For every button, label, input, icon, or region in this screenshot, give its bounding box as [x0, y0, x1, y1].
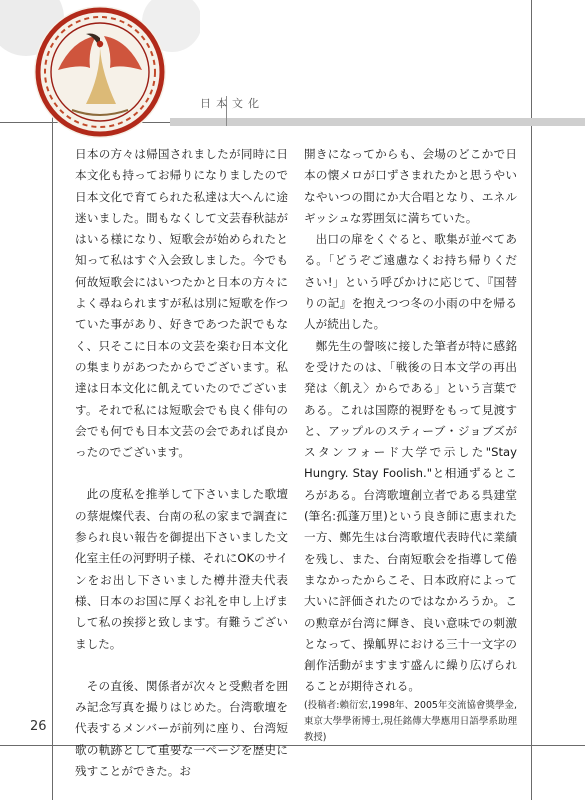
right-text-column [304, 144, 517, 746]
paragraph: その直後、関係者が次々と受勲者を囲み記念写真を撮りはじめた。台湾歌壇を代表するメンバーが前列に座り、台湾短歌の軌跡として重要な一ページを歴史に残すことができた。お [75, 678, 288, 779]
paragraph: 鄭先生の謦咳に接した筆者が特に感銘を受けたのは、「戦後の日本文学の再出発は〈飢え〉からである」という言葉である。これは国際的視野をもって見渡すと、アップルのスティーブ・ジョブズがスタンフォード大学で示した"Stay Hungry. Stay Foolish."と相通ずるところがある。台湾歌壇創立者である呉建堂(筆名:孤蓬万里)という良き師に恵まれた一方、鄭先生は台湾歌壇代表時代に業績を残し、また、台南短歌会を指導して倦まなかったからこそ、日本政府によって大いに評価されたのではなかろうか。この勲章が台湾に輝き、良い意味での刺激となって、操觚界における三十一文字の創作活動がますます盛んに繰り広げられることが期待される。 [304, 338, 517, 694]
paragraph: 開きになってからも、会場のどこかで日本の懐メロが口ずさまれたかと思うやいなやいつの間にか大合唱となり、エネルギッシュな雰囲気に満ちていた。 [304, 147, 517, 225]
author-credit: (投稿者:賴衍宏,1998年、2005年交流協會獎學金,東京大學學術博士,現任銘傳大學應用日語學系助理教授) [304, 699, 517, 743]
section-title: 日本文化 [200, 97, 264, 110]
page-number: 26 [30, 719, 47, 734]
section-header-bar [170, 118, 585, 126]
paragraph: 此の度私を推挙して下さいました歌壇の蔡焜燦代表、台南の私の家まで調査に参られ良い報告を御提出下さいました文化室主任の河野明子様、それにOKのサインをお出し下さいました樽井澄夫代表様、日本のお国に厚くお礼を申し上げまして私の挨拶と致します。有難うございました。 [75, 487, 289, 651]
left-text-column [75, 144, 288, 782]
paragraph: 日本の方々は帰国されましたが同時に日本文化も持ってお帰りになりましたので日本文化で育てられた私達は大へんに途迷いました。間もなくして文芸春秋誌がはいる様になり、短歌会が始められたと知って私はすぐ入会致しました。今でも何故短歌会にはいつたかと日本の方々によく尋ねられますが私は別に短歌を作つていた事があり、好きであつた訳でもなく、只そこに日本の文芸を楽む日本文化の集まりがあつたからでございます。私達は日本文化に飢えていたのでございます。それで私には短歌会でも良く俳句の会でも何でも日本文芸の会であれば良かったのでございます。 [75, 147, 288, 460]
paragraph: 出口の扉をくぐると、歌集が並べてある。「どうぞご遠慮なくお持ち帰りください!」という呼びかけに応じて、『国替りの記』を抱えつつ冬の小雨の中を帰る人が続出した。 [304, 232, 517, 332]
crane-emblem-icon [0, 0, 200, 150]
